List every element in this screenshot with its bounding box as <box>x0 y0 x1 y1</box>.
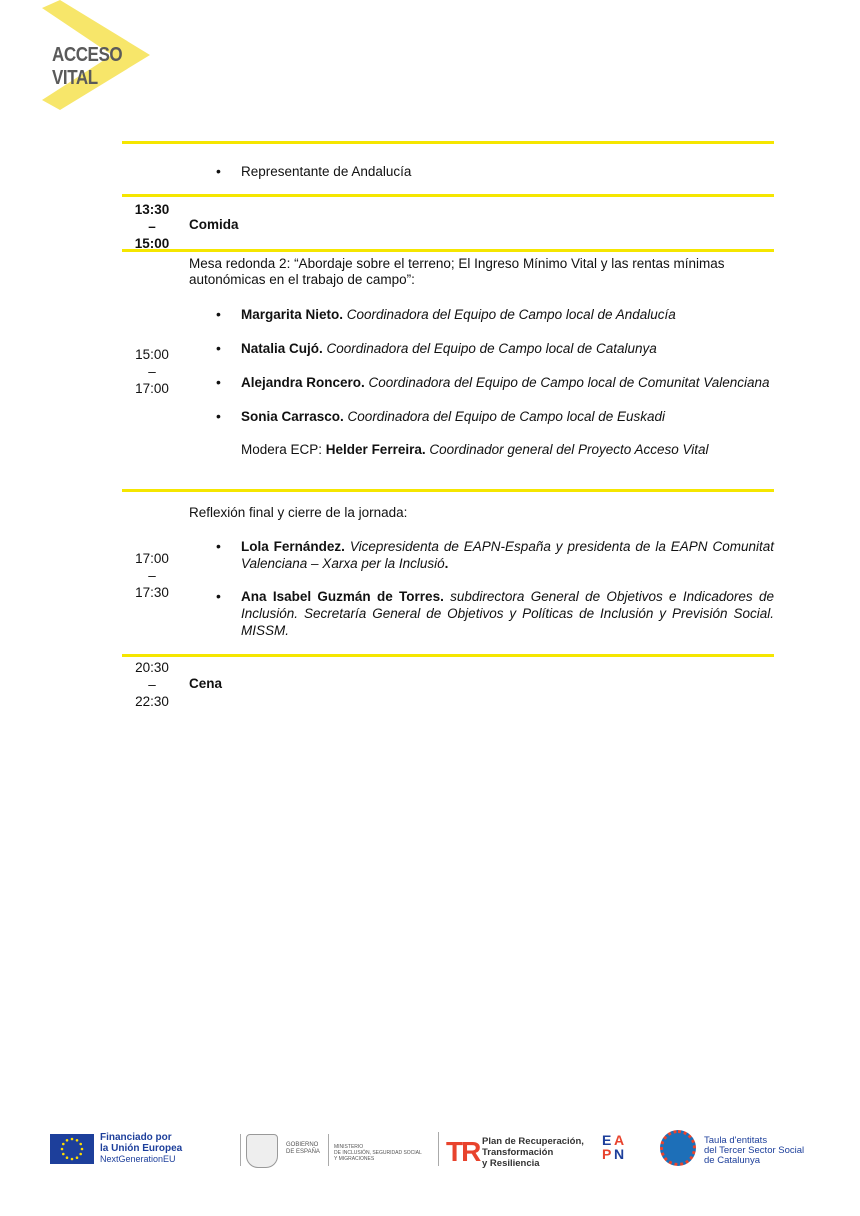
moderator-line: Modera ECP: Helder Ferreira. Coordinador general del Proyecto Acceso Vital <box>241 442 709 457</box>
eapn-logo-icon: E A P N <box>602 1132 625 1162</box>
row-title: Cena <box>189 676 223 691</box>
list-item: • Representante de Andalucía <box>189 163 774 180</box>
acceso-vital-logo <box>40 0 180 110</box>
speaker-list <box>189 306 774 425</box>
agenda-table <box>122 141 774 713</box>
footer-logos <box>50 1128 810 1172</box>
speaker-list <box>189 538 774 639</box>
list-item: • Natalia Cujó. Coordinadora del Equipo de Campo local de Catalunya <box>189 340 774 357</box>
plan-recuperacion-logo: TR Plan de Recuperación, Transformación y Resiliencia <box>438 1132 598 1172</box>
agenda-row <box>122 654 774 713</box>
spain-crest-icon <box>246 1134 278 1168</box>
taula-circle-icon <box>660 1130 696 1166</box>
agenda-row <box>122 489 774 654</box>
session-intro: Mesa redonda 2: “Abordaje sobre el terreno; El Ingreso Mínimo Vital y las rentas mínimas autonómicas en el trabajo de campo”: <box>189 256 725 287</box>
agenda-row <box>122 141 774 194</box>
agenda-row <box>122 194 774 249</box>
time-range: 20:30 – 22:30 <box>135 660 169 709</box>
list-item: • Alejandra Roncero. Coordinadora del Equipo de Campo local de Comunitat Valenciana <box>189 374 774 391</box>
time-range: 13:30 – 15:00 <box>134 202 170 251</box>
bullet-list <box>189 163 774 180</box>
agenda-row <box>122 249 774 489</box>
logo-text: ACCESO VITAL <box>52 44 123 89</box>
list-item: • Lola Fernández. Vicepresidenta de EAPN-España y presidenta de la EAPN Comunitat Valenciana – Xarxa per la Inclusió. <box>189 538 774 572</box>
list-item: • Margarita Nieto. Coordinadora del Equipo de Campo local de Andalucía <box>189 306 774 323</box>
row-title: Comida <box>189 217 239 232</box>
eu-funding-text: Financiado por la Unión Europea NextGenerationEU <box>100 1132 183 1164</box>
taula-logo: Taula d'entitats del Tercer Sector Social de Catalunya <box>660 1130 820 1170</box>
eu-flag-icon <box>50 1134 94 1164</box>
list-item: • Sonia Carrasco. Coordinadora del Equipo de Campo local de Euskadi <box>189 408 774 425</box>
time-range: 15:00 – 17:00 <box>135 347 169 396</box>
session-intro: Reflexión final y cierre de la jornada: <box>189 505 408 520</box>
gobierno-logo: GOBIERNO DE ESPAÑA MINISTERIO DE INCLUSIÓN, SEGURIDAD SOCIAL Y MIGRACIONES <box>240 1130 440 1170</box>
list-item: • Ana Isabel Guzmán de Torres. subdirectora General de Objetivos e Indicadores de Inclusión. Secretaría General de Objetivos y Políticas de Inclusión y Previsión Social. MISSM. <box>189 588 774 639</box>
time-range: 17:00 – 17:30 <box>135 551 169 600</box>
tr-logo-icon: TR <box>446 1136 480 1167</box>
